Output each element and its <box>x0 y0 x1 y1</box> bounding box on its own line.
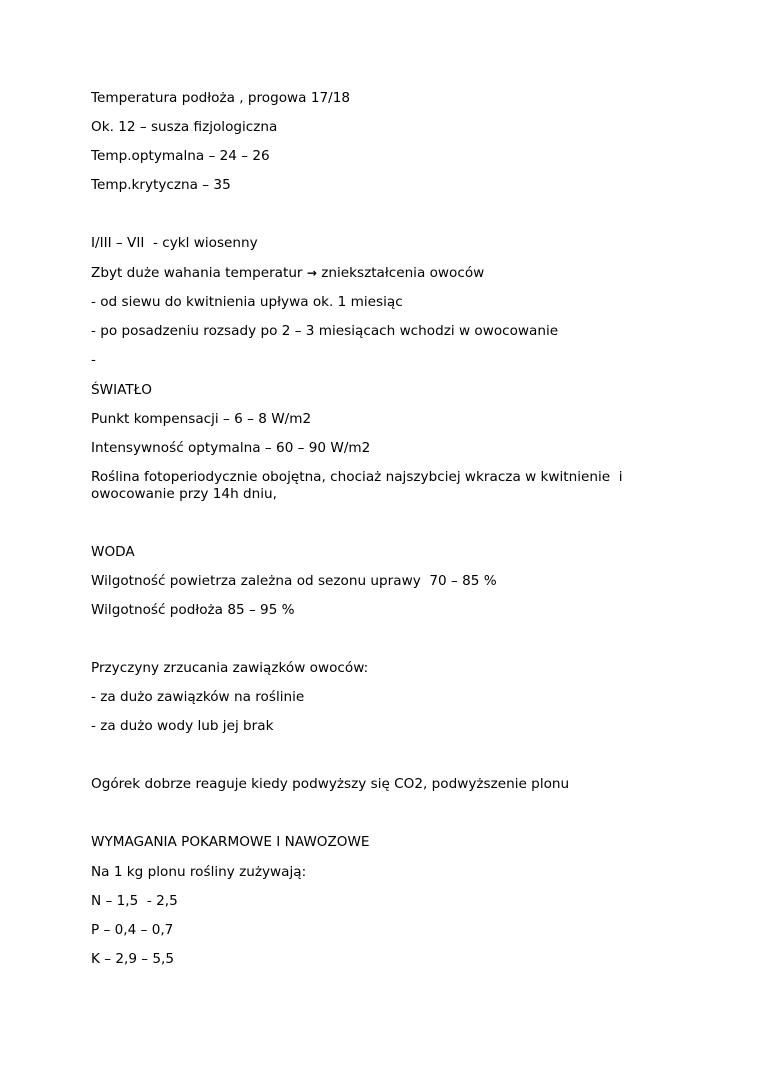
cycle-fluctuation-line <box>91 265 671 282</box>
light-heading: ŚWIATŁO <box>91 382 152 398</box>
nutrition-p-line: P – 0,4 – 0,7 <box>91 922 174 938</box>
fruit-drop-water-line: - za dużo wody lub jej brak <box>91 718 274 734</box>
light-compensation-line: Punkt kompensacji – 6 – 8 W/m2 <box>91 411 312 427</box>
nutrition-n-line: N – 1,5 - 2,5 <box>91 893 178 909</box>
cycle-planting-line: - po posadzeniu rozsady po 2 – 3 miesiącach wchodzi w owocowanie <box>91 323 559 339</box>
temperature-optimal-line: Temp.optymalna – 24 – 26 <box>91 148 270 164</box>
cycle-sowing-line: - od siewu do kwitnienia upływa ok. 1 miesiąc <box>91 294 403 310</box>
nutrition-per-kg-line: Na 1 kg plonu rośliny zużywają: <box>91 864 307 880</box>
nutrition-k-line: K – 2,9 – 5,5 <box>91 951 175 967</box>
fluctuation-text-start: Zbyt duże wahania temperatur <box>91 265 307 281</box>
co2-line: Ogórek dobrze reaguje kiedy podwyższy się CO2, podwyższenie plonu <box>91 776 570 792</box>
water-air-humidity-line: Wilgotność powietrza zależna od sezonu uprawy 70 – 85 % <box>91 573 497 589</box>
fluctuation-text-end: zniekształcenia owoców <box>316 265 485 281</box>
water-substrate-humidity-line: Wilgotność podłoża 85 – 95 % <box>91 602 295 618</box>
fruit-drop-too-many-line: - za dużo zawiązków na roślinie <box>91 689 305 705</box>
cycle-dash-line: - <box>91 352 96 368</box>
cycle-spring-line: I/III – VII - cykl wiosenny <box>91 235 258 251</box>
fruit-drop-heading: Przyczyny zrzucania zawiązków owoców: <box>91 660 369 676</box>
water-heading: WODA <box>91 544 135 560</box>
temperature-substrate-line: Temperatura podłoża , progowa 17/18 <box>91 90 351 106</box>
arrow-right-icon: → <box>306 266 317 280</box>
temperature-critical-line: Temp.krytyczna – 35 <box>91 177 231 193</box>
temperature-drought-line: Ok. 12 – susza fizjologiczna <box>91 119 278 135</box>
light-photoperiod-paragraph: Roślina fotoperiodycznie obojętna, chociaż najszybciej wkracza w kwitnienie i owocowanie przy 14h dniu, <box>91 469 627 502</box>
nutrition-heading: WYMAGANIA POKARMOWE I NAWOZOWE <box>91 834 370 850</box>
light-intensity-line: Intensywność optymalna – 60 – 90 W/m2 <box>91 440 371 456</box>
